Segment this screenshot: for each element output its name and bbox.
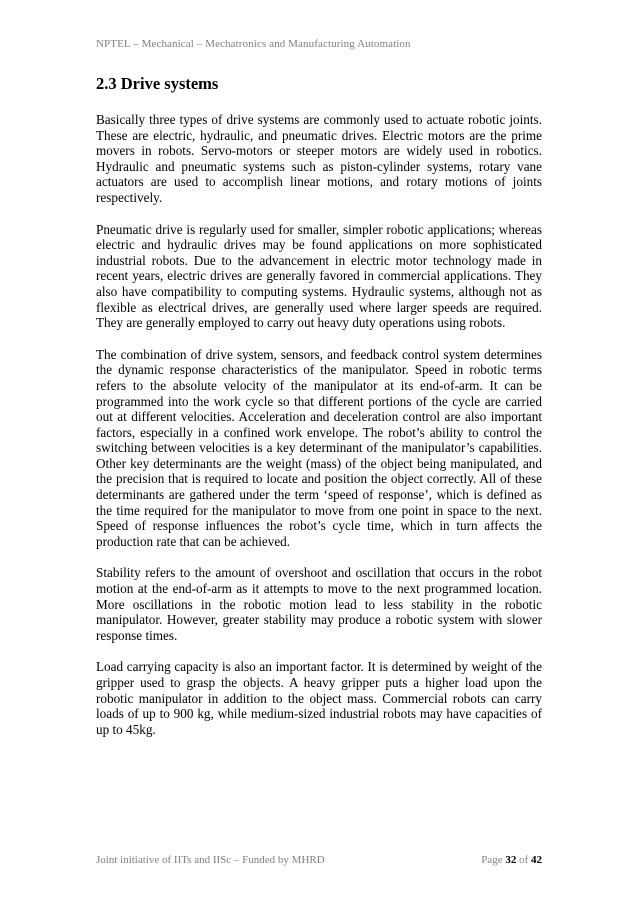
page-of-label: of — [519, 854, 529, 866]
running-header: NPTEL – Mechanical – Mechatronics and Manufacturing Automation — [96, 38, 411, 50]
paragraph-pneumatic-drive: Pneumatic drive is regularly used for smaller, simpler robotic applications; whereas electric and hydraulic drives may be found applications on more sophisticated industrial robots. Due to the advancement in electric motor technology made in recent years, electric drives are generally favored in commercial applications. They also have compatibility to computing systems. Hydraulic systems, although not as flexible as electrical drives, are generally used where larger speeds are required. They are generally employed to carry out heavy duty operations using robots. — [96, 221, 542, 331]
page-total: 42 — [531, 854, 542, 866]
section-title: 2.3 Drive systems — [96, 74, 219, 93]
body-text — [96, 112, 542, 753]
paragraph-drive-types: Basically three types of drive systems are commonly used to actuate robotic joints. These are electric, hydraulic, and pneumatic drives. Electric motors are the prime movers in robots. Servo-motors or steeper motors are widely used in robotics. Hydraulic and pneumatic systems such as piston-cylinder systems, rotary vane actuators are used to accomplish linear motions, and rotary motions of joints respectively. — [96, 112, 542, 205]
paragraph-speed-of-response: The combination of drive system, sensors, and feedback control system determines the dynamic response characteristics of the manipulator. Speed in robotic terms refers to the absolute velocity of the manipulator at its end-of-arm. It can be programmed into the work cycle so that different portions of the cycle are carried out at different velocities. Acceleration and deceleration control are also important factors, especially in a confined work envelope. The robot’s ability to control the switching between velocities is a key determinant of the manipulator’s capabilities. Other key determinants are the weight (mass) of the object being manipulated, and the precision that is required to locate and position the object correctly. All of these determinants are gathered under the term ‘speed of response’, which is defined as the time required for the manipulator to move from one point in space to the next. Speed of response influences the robot’s cycle time, which in turn affects the production rate that can be achieved. — [96, 346, 542, 549]
paragraph-load-capacity: Load carrying capacity is also an important factor. It is determined by weight of the gripper used to grasp the objects. A heavy gripper puts a higher load upon the robotic manipulator in addition to the object mass. Commercial robots can carry loads of up to 900 kg, while medium-sized industrial robots may have capacities of up to 45kg. — [96, 659, 542, 737]
page-label: Page — [481, 854, 503, 866]
paragraph-stability: Stability refers to the amount of overshoot and oscillation that occurs in the robot motion at the end-of-arm as it attempts to move to the next programmed location. More oscillations in the robotic motion lead to less stability in the robotic manipulator. However, greater stability may produce a robotic system with slower response times. — [96, 565, 542, 643]
footer-credit: Joint initiative of IITs and IISc – Funded by MHRD — [96, 854, 325, 866]
page-indicator — [481, 854, 542, 866]
page-number: 32 — [505, 854, 517, 866]
